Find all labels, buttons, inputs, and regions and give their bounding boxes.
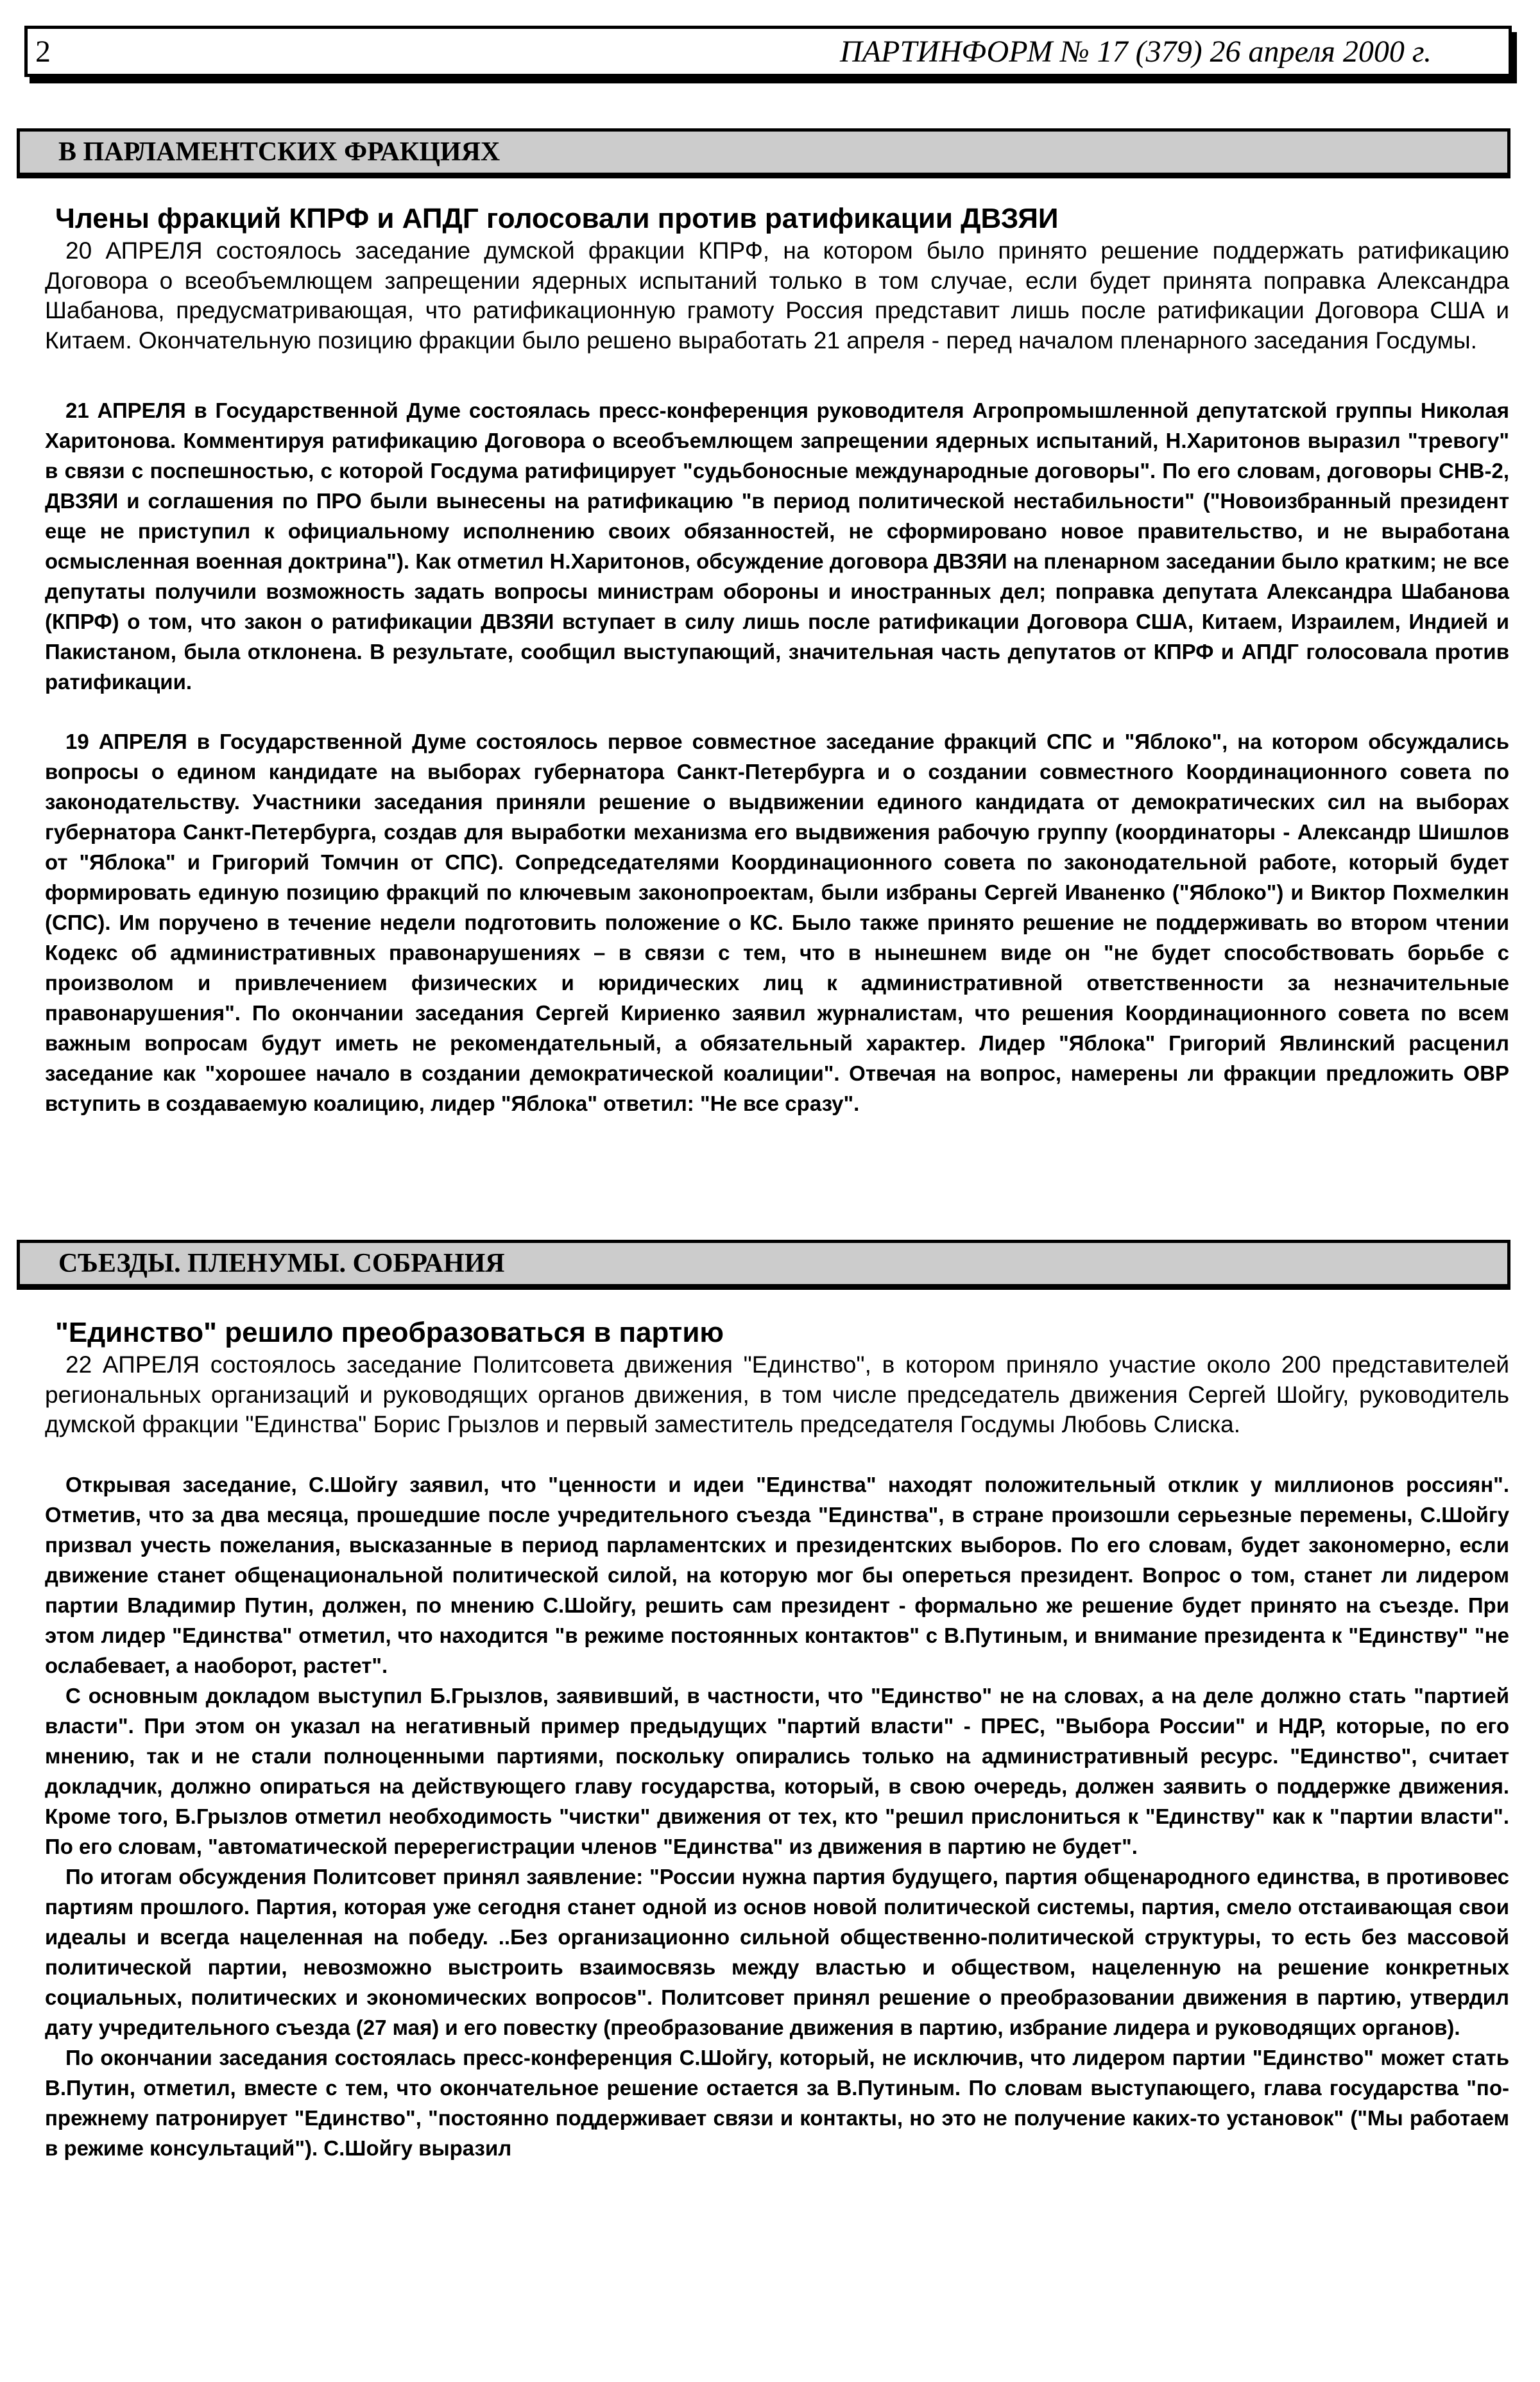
article-lead <box>45 1350 1509 1440</box>
body-paragraph: 19 АПРЕЛЯ в Государственной Думе состоялось первое совместное заседание фракций СПС и "Яблоко", на котором обсуждались вопросы о едином кандидате на выборах губернатора Санкт-Петербурга и о создании совместного Координационного совета по законодательству. Участники заседания приняли решение о выдвижении единого кандидата от демократических сил на выборах губернатора Санкт-Петербурга, создав для выработки механизма его выдвижения рабочую группу (координаторы - Александр Шишлов от "Яблока" и Григорий Томчин от СПС). Сопредседателями Координационного совета по законодательной работе, который будет формировать единую позицию фракций по ключевым законопроектам, были избраны Сергей Иваненко ("Яблоко") и Виктор Похмелкин (СПС). Им поручено в течение недели подготовить положение о КС. Было также принято решение не поддерживать во втором чтении Кодекс об административных правонарушениях – в связи с тем, что в нынешнем виде он "не будет способствовать борьбе с произволом и привлечением физических и юридических лиц к административной ответственности за незначительные правонарушения". По окончании заседания Сергей Кириенко заявил журналистам, что решения Координационного совета по всем важным вопросам будут иметь не рекомендательный, а обязательный характер. Лидер "Яблока" Григорий Явлинский расценил заседание как "хорошее начало в создании демократической коалиции". Отвечая на вопрос, намерены ли фракции предложить ОВР вступить в создаваемую коалицию, лидер "Яблока" ответил: "Не все сразу". <box>45 730 1509 1115</box>
body-paragraph: 21 АПРЕЛЯ в Государственной Думе состоялась пресс-конференция руководителя Агропромышленной депутатской группы Николая Харитонова. Комментируя ратификацию Договора о всеобъемлющем запрещении ядерных испытаний, Н.Харитонов выразил "тревогу" в связи с поспешностью, с которой Госдума ратифицирует "судьбоносные международные договоры". По его словам, договоры СНВ-2, ДВЗЯИ и соглашения по ПРО были вынесены на ратификацию "в период политической нестабильности" ("Новоизбранный президент еще не приступил к официальному исполнению своих обязанностей, не сформировано новое правительство, и не выработана осмысленная военная доктрина"). Как отметил Н.Харитонов, обсуждение договора ДВЗЯИ на пленарном заседании было кратким; не все депутаты получили возможность задать вопросы министрам обороны и иностранных дел; поправка депутата Александра Шабанова (КПРФ) о том, что закон о ратификации ДВЗЯИ вступает в силу лишь после ратификации Договора США, Китаем, Израилем, Индией и Пакистаном, была отклонена. В результате, сообщил выступающий, значительная часть депутатов от КПРФ и АПДГ голосовала против ратификации. <box>45 398 1509 694</box>
body-paragraph: По окончании заседания состоялась пресс-конференция С.Шойгу, который, не исключив, что лидером партии "Единство" может стать В.Путин, отметил, вместе с тем, что окончательное решение остается за В.Путиным. По словам выступающего, глава государства "по-прежнему патронирует "Единство", "постоянно поддерживает связи и контакты, но это не получение каких-то установок" ("Мы работаем в режиме консультаций"). С.Шойгу выразил <box>45 2046 1509 2160</box>
body-paragraph: Открывая заседание, С.Шойгу заявил, что "ценности и идеи "Единства" находят положительный отклик у миллионов россиян". Отметив, что за два месяца, прошедшие после учредительного съезда "Единства", в стране произошли серьезные перемены, С.Шойгу призвал учесть пожелания, высказанные в период парламентских и президентских выборов. По его словам, будет закономерно, если движение станет общенациональной политической силой, на которую мог бы опереться президент. Вопрос о том, станет ли лидером партии Владимир Путин, должен, по мнению С.Шойгу, решить сам президент - формально же решение будет принято на съезде. При этом лидер "Единства" отметил, что находится "в режиме постоянных контактов" с В.Путиным, и внимание президента к "Единству" "не ослабевает, а наоборот, растет". <box>45 1473 1509 1677</box>
lead-paragraph: 22 АПРЕЛЯ состоялось заседание Политсовета движения "Единство", в котором приняло участие около 200 представителей региональных организаций и руководящих органов движения, в том числе председатель движения Сергей Шойгу, руководитель думской фракции "Единства" Борис Грызлов и первый заместитель председателя Госдумы Любовь Слиска. <box>45 1351 1509 1437</box>
article-title: Члены фракций КПРФ и АПДГ голосовали против ратификации ДВЗЯИ <box>55 203 1059 234</box>
article-title: "Единство" решило преобразоваться в партию <box>55 1317 724 1348</box>
section-title: СЪЕЗДЫ. ПЛЕНУМЫ. СОБРАНИЯ <box>58 1249 505 1278</box>
page-number: 2 <box>35 35 51 69</box>
section-header-congresses <box>17 1240 1510 1290</box>
publication-title: ПАРТИНФОРМ № 17 (379) 26 апреля 2000 г. <box>840 35 1432 69</box>
section-title: В ПАРЛАМЕНТСКИХ ФРАКЦИЯХ <box>58 137 501 167</box>
page-header <box>24 26 1512 77</box>
body-paragraph: С основным докладом выступил Б.Грызлов, заявивший, в частности, что "Единство" не на словах, а на деле должно стать "партией власти". При этом он указал на негативный пример предыдущих "партий власти" - ПРЕС, "Выбора России" и НДР, которые, по его мнению, так и не стали полноценными партиями, поскольку опирались только на административный ресурс. "Единство", считает докладчик, должно опираться на действующего главу государства, который, в свою очередь, должен заявить о поддержке движения. Кроме того, Б.Грызлов отметил необходимость "чистки" движения от тех, кто "решил прислониться к "Единству" как к "партии власти". По его словам, "автоматической перерегистрации членов "Единства" из движения в партию не будет". <box>45 1684 1509 1858</box>
article-body <box>45 395 1509 1118</box>
article-lead <box>45 236 1509 356</box>
article-body <box>45 1469 1509 2163</box>
lead-paragraph: 20 АПРЕЛЯ состоялось заседание думской фракции КПРФ, на котором было принято решение поддержать ратификацию Договора о всеобъемлющем запрещении ядерных испытаний только в том случае, если будет принята поправка Александра Шабанова, предусматривающая, что ратификационную грамоту Россия представит лишь после ратификации Договора США и Китаем. Окончательную позицию фракции было решено выработать 21 апреля - перед началом пленарного заседания Госдумы. <box>45 237 1509 354</box>
section-header-parliament <box>17 128 1510 178</box>
body-paragraph: По итогам обсуждения Политсовет принял заявление: "России нужна партия будущего, партия общенародного единства, в противовес партиям прошлого. Партия, которая уже сегодня станет одной из основ новой политической системы, партия, смело отстаивающая свои идеалы и всегда нацеленная на победу. ..Без организационно сильной общественно-политической структуры, то есть без массовой политической партии, невозможно выстроить взаимосвязь между властью и обществом, нацеленную на решение конкретных социальных, политических и экономических вопросов". Политсовет принял решение о преобразовании движения в партию, утвердил дату учредительного съезда (27 мая) и его повестку (преобразование движения в партию, избрание лидера и руководящих органов). <box>45 1865 1509 2039</box>
